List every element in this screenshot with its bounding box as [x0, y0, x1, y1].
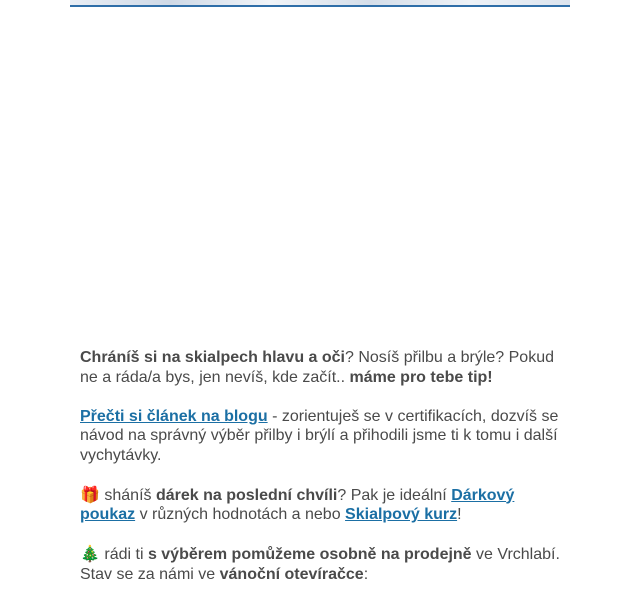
store-text-2: ve Vrchlabí. Stav se za námi ve — [80, 546, 560, 583]
gift-icon: 🎁 — [80, 484, 100, 504]
ski-course-link[interactable]: Skialpový kurz — [345, 506, 458, 523]
gift-text-3: v různých hodnotách a nebo — [135, 506, 346, 523]
newsletter-content — [80, 348, 560, 604]
helmet-question-text: ? Nosíš přilbu a brýle? Pokud ne a ráda/a bys, jen nevíš, kde začít.. — [80, 349, 554, 386]
blog-description-text: - zorientuješ se v certifikacích, dozvíš se návod na správný výběr přilby i brýlí a přihodili jsme ti k tomu i další vychytávky. — [80, 407, 559, 464]
blog-article-link[interactable]: Přečti si článek na blogu — [80, 407, 268, 425]
gift-bold: dárek na poslední chvíli — [155, 486, 338, 504]
store-text-1: rádi ti — [99, 546, 148, 563]
helmet-question-bold: Chráníš si na skialpech hlavu a oči — [80, 349, 345, 366]
gift-text-4: ! — [457, 506, 462, 523]
paragraph-helmet-question — [80, 348, 560, 387]
paragraph-store — [80, 544, 560, 584]
paragraph-gift — [80, 485, 560, 525]
paragraph-blog — [80, 407, 560, 466]
tip-bold: máme pro tebe tip! — [349, 368, 493, 386]
header-image-strip — [70, 0, 570, 7]
gift-text-1: sháníš — [99, 486, 156, 504]
store-help-bold: s výběrem pomůžeme osobně na prodejně — [147, 546, 472, 563]
gift-voucher-link[interactable]: Dárkový poukaz — [80, 486, 515, 523]
store-text-3: : — [363, 565, 369, 583]
gift-text-2: ? Pak je ideální — [337, 486, 452, 504]
christmas-tree-icon: 🎄 — [80, 544, 100, 563]
hero-image-area — [70, 7, 570, 337]
store-hours-bold: vánoční otevíračce — [219, 565, 364, 583]
